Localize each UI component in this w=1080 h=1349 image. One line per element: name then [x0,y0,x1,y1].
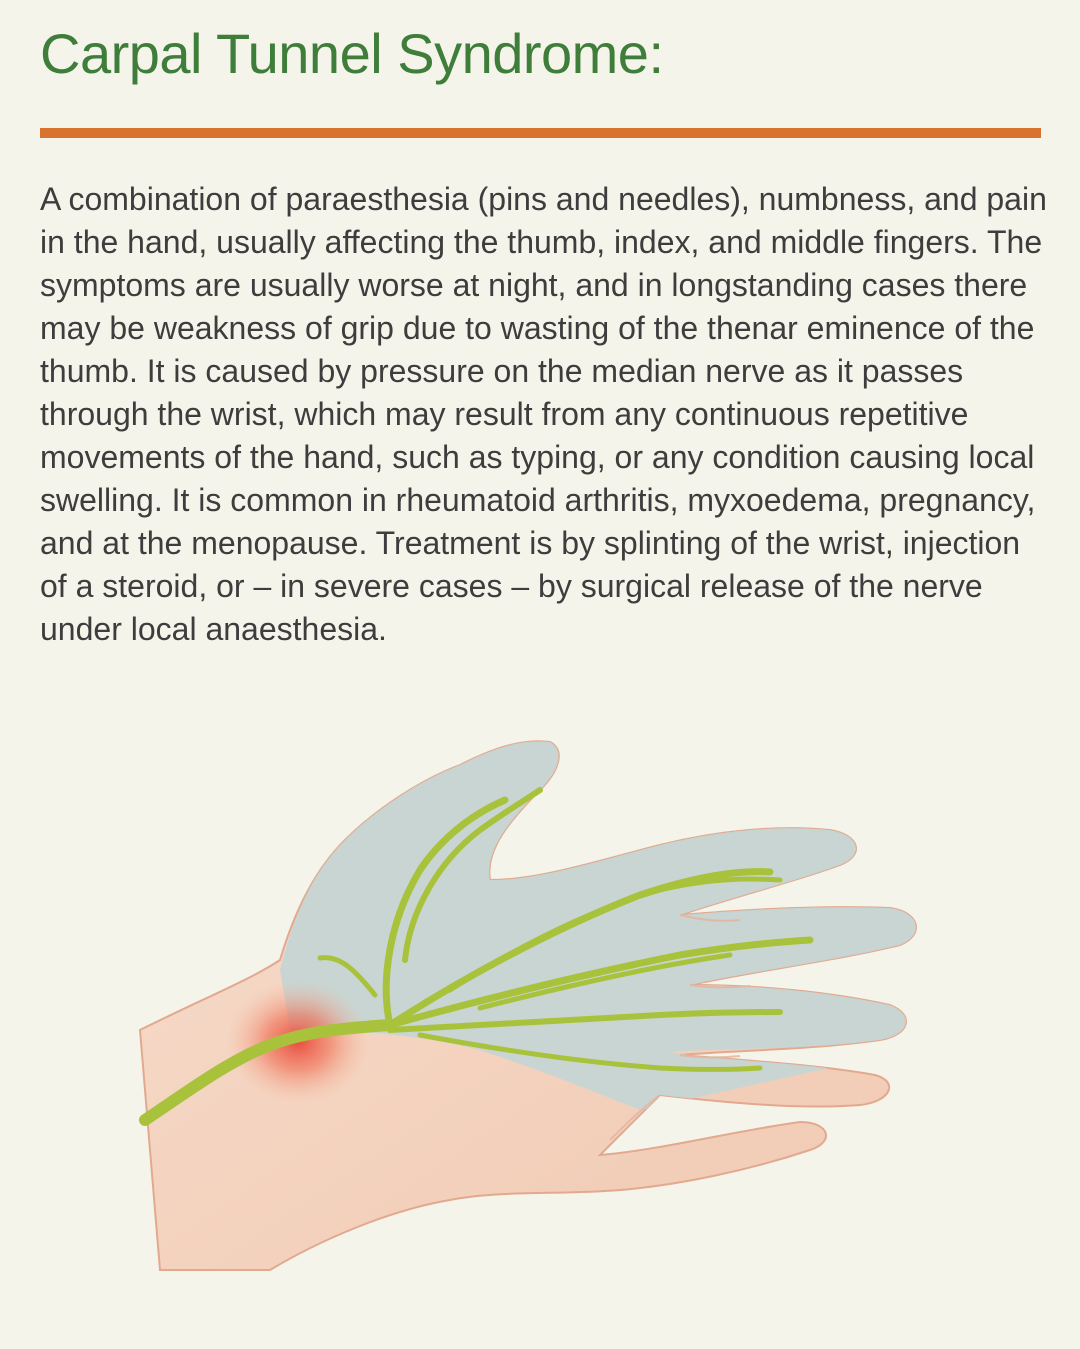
hand-median-nerve-illustration [120,730,940,1300]
description-paragraph: A combination of paraesthesia (pins and needles), numbness, and pain in the hand, usually affecting the thumb, index, and middle fingers. The symptoms are usually worse at night, and in longstanding cases there may be weakness of grip due to wasting of the thenar eminence of the thumb. It is caused by pressure on the median nerve as it passes through the wrist, which may result from any continuous repetitive movements of the hand, such as typing, or any condition causing local swelling. It is common in rheumatoid arthritis, myxoedema, pregnancy, and at the menopause. Treatment is by splinting of the wrist, injection of a steroid, or – in severe cases – by surgical release of the nerve under local anaesthesia. [40,181,1047,647]
title-divider [40,128,1041,138]
page-title: Carpal Tunnel Syndrome: [40,22,664,85]
